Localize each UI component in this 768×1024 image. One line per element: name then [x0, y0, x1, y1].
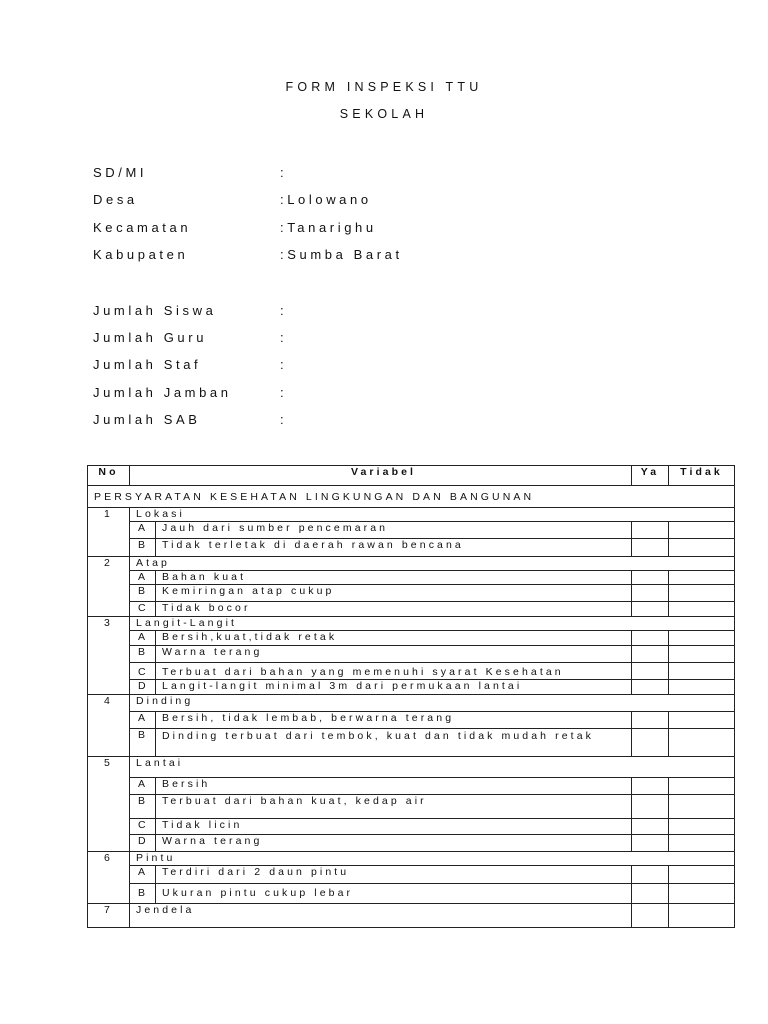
group-row [88, 904, 735, 928]
group-name: Lokasi [130, 508, 735, 522]
tidak-cell[interactable] [669, 646, 735, 663]
item-code: A [130, 571, 156, 585]
item-text: Warna terang [156, 646, 632, 663]
group-row [88, 757, 735, 778]
item-code: C [130, 819, 156, 835]
group-name: Langit-Langit [130, 617, 735, 631]
item-text: Tidak licin [156, 819, 632, 835]
tidak-cell[interactable] [669, 778, 735, 795]
group-row [88, 695, 735, 712]
item-text: Bersih [156, 778, 632, 795]
table-row [88, 539, 735, 557]
info-label: Jumlah SAB [93, 412, 201, 427]
item-code: B [130, 646, 156, 663]
tidak-cell[interactable] [669, 631, 735, 646]
form-title: FORM INSPEKSI TTU [285, 80, 483, 94]
table-row [88, 522, 735, 539]
group-number: 5 [88, 757, 130, 852]
item-code: A [130, 866, 156, 884]
group-row [88, 852, 735, 866]
table-row [88, 631, 735, 646]
info-label: Kecamatan [93, 220, 192, 235]
form-subtitle: SEKOLAH [339, 107, 429, 121]
info-label: Jumlah Siswa [93, 303, 217, 318]
table-row [88, 712, 735, 729]
ya-cell[interactable] [632, 835, 669, 852]
ya-cell[interactable] [632, 571, 669, 585]
info-label: Jumlah Guru [93, 330, 208, 345]
table-row [88, 866, 735, 884]
item-text: Terbuat dari bahan yang memenuhi syarat Kesehatan [156, 663, 632, 680]
group-name: Lantai [130, 757, 735, 778]
item-text: Bersih, tidak lembab, berwarna terang [156, 712, 632, 729]
item-code: A [130, 712, 156, 729]
group-number: 6 [88, 852, 130, 904]
ya-cell[interactable] [632, 646, 669, 663]
item-text: Jauh dari sumber pencemaran [156, 522, 632, 539]
table-row [88, 795, 735, 819]
group-number: 2 [88, 557, 130, 617]
tidak-cell[interactable] [669, 819, 735, 835]
ya-cell[interactable] [632, 522, 669, 539]
info-label: Jumlah Staf [93, 357, 202, 372]
item-text: Dinding terbuat dari tembok, kuat dan tidak mudah retak [156, 729, 632, 757]
tidak-cell[interactable] [669, 602, 735, 617]
ya-cell[interactable] [632, 884, 669, 904]
item-code: B [130, 795, 156, 819]
item-text: Tidak bocor [156, 602, 632, 617]
info-label: Desa [93, 192, 138, 207]
ya-cell[interactable] [632, 904, 669, 928]
item-code: B [130, 539, 156, 557]
ya-cell[interactable] [632, 602, 669, 617]
ya-cell[interactable] [632, 631, 669, 646]
header-variabel: Variabel [130, 466, 632, 486]
ya-cell[interactable] [632, 729, 669, 757]
item-code: D [130, 680, 156, 695]
inspection-table [87, 465, 735, 928]
tidak-cell[interactable] [669, 835, 735, 852]
item-text: Tidak terletak di daerah rawan bencana [156, 539, 632, 557]
header-tidak: Tidak [669, 466, 735, 486]
tidak-cell[interactable] [669, 712, 735, 729]
item-code: D [130, 835, 156, 852]
info-value: : [280, 165, 288, 180]
group-row [88, 508, 735, 522]
info-value: : [280, 385, 288, 400]
ya-cell[interactable] [632, 712, 669, 729]
item-code: B [130, 729, 156, 757]
ya-cell[interactable] [632, 795, 669, 819]
group-number: 1 [88, 508, 130, 557]
item-code: A [130, 631, 156, 646]
tidak-cell[interactable] [669, 884, 735, 904]
group-row [88, 617, 735, 631]
info-value: : [280, 412, 288, 427]
group-number: 4 [88, 695, 130, 757]
tidak-cell[interactable] [669, 904, 735, 928]
table-row [88, 663, 735, 680]
tidak-cell[interactable] [669, 585, 735, 602]
header-ya: Ya [632, 466, 669, 486]
tidak-cell[interactable] [669, 866, 735, 884]
info-label: SD/MI [93, 165, 148, 180]
header-no: No [88, 466, 130, 486]
table-row [88, 835, 735, 852]
group-name: Dinding [130, 695, 735, 712]
info-value: : [280, 303, 288, 318]
table-row [88, 646, 735, 663]
tidak-cell[interactable] [669, 571, 735, 585]
item-code: C [130, 663, 156, 680]
table-row [88, 819, 735, 835]
ya-cell[interactable] [632, 663, 669, 680]
tidak-cell[interactable] [669, 795, 735, 819]
item-code: B [130, 884, 156, 904]
item-code: A [130, 522, 156, 539]
ya-cell[interactable] [632, 819, 669, 835]
group-number: 3 [88, 617, 130, 695]
tidak-cell[interactable] [669, 680, 735, 695]
info-value: :Sumba Barat [280, 247, 403, 262]
info-label: Kabupaten [93, 247, 189, 262]
item-text: Bahan kuat [156, 571, 632, 585]
item-text: Langit-langit minimal 3m dari permukaan lantai [156, 680, 632, 695]
table-row [88, 884, 735, 904]
group-name: Jendela [130, 904, 632, 928]
tidak-cell[interactable] [669, 663, 735, 680]
item-text: Warna terang [156, 835, 632, 852]
ya-cell[interactable] [632, 539, 669, 557]
item-text: Ukuran pintu cukup lebar [156, 884, 632, 904]
info-value: : [280, 330, 288, 345]
group-name: Atap [130, 557, 735, 571]
item-text: Terbuat dari bahan kuat, kedap air [156, 795, 632, 819]
ya-cell[interactable] [632, 778, 669, 795]
group-name: Pintu [130, 852, 735, 866]
item-text: Bersih,kuat,tidak retak [156, 631, 632, 646]
table-row [88, 680, 735, 695]
table-row [88, 778, 735, 795]
item-code: B [130, 585, 156, 602]
table-row [88, 602, 735, 617]
info-value: : [280, 357, 288, 372]
item-code: C [130, 602, 156, 617]
section-row [88, 486, 735, 508]
group-number: 7 [88, 904, 130, 928]
item-text: Kemiringan atap cukup [156, 585, 632, 602]
section-title: PERSYARATAN KESEHATAN LINGKUNGAN DAN BANGUNAN [88, 486, 735, 508]
ya-cell[interactable] [632, 585, 669, 602]
info-value: :Tanarighu [280, 220, 377, 235]
tidak-cell[interactable] [669, 539, 735, 557]
ya-cell[interactable] [632, 680, 669, 695]
table-row [88, 729, 735, 757]
table-row [88, 585, 735, 602]
info-label: Jumlah Jamban [93, 385, 232, 400]
tidak-cell[interactable] [669, 729, 735, 757]
group-row [88, 557, 735, 571]
info-value: :Lolowano [280, 192, 372, 207]
item-code: A [130, 778, 156, 795]
tidak-cell[interactable] [669, 522, 735, 539]
item-text: Terdiri dari 2 daun pintu [156, 866, 632, 884]
ya-cell[interactable] [632, 866, 669, 884]
table-row [88, 571, 735, 585]
table-header-row [88, 466, 735, 486]
